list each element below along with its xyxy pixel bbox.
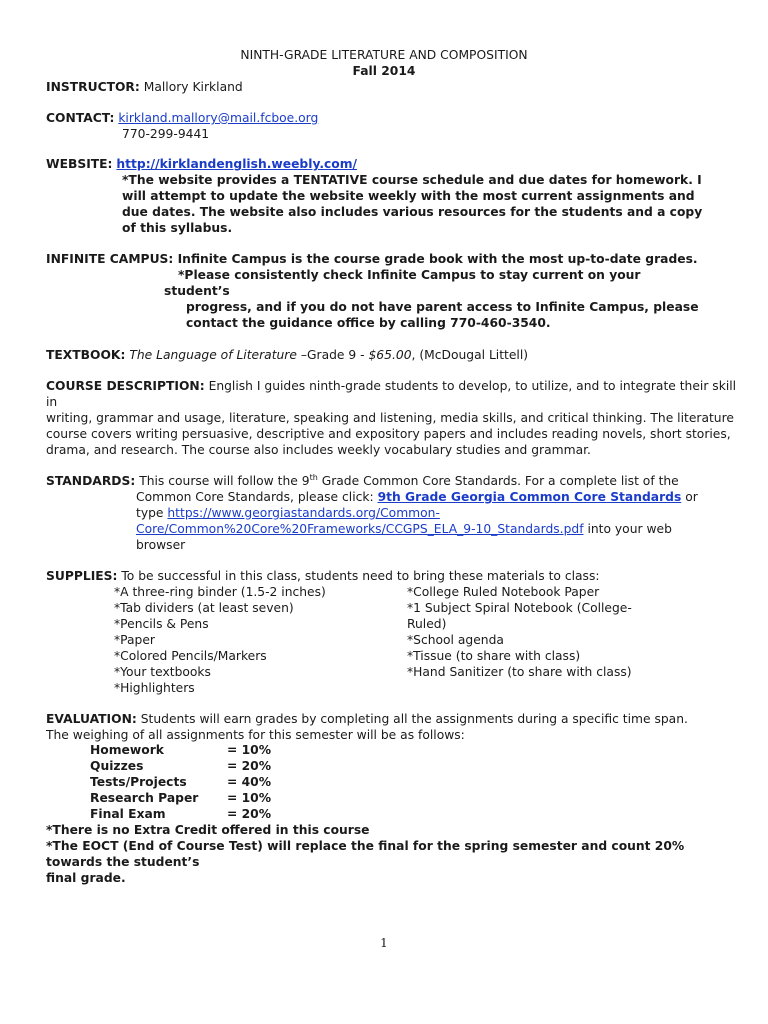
standards-text: Grade Common Core Standards. For a complete list of the [317, 474, 679, 488]
course-description-line: in [46, 395, 58, 409]
grade-weight-value: = 10% [227, 791, 272, 805]
standards-line [136, 521, 672, 537]
infinite-campus-line: contact the guidance office by calling 770-460-3540. [186, 316, 551, 330]
textbook-row [46, 347, 528, 363]
supply-item: *1 Subject Spiral Notebook (College- [407, 601, 632, 615]
textbook-publisher: , (McDougal Littell) [411, 348, 529, 362]
standards-row [46, 473, 679, 489]
grade-weight-value: = 40% [227, 775, 272, 789]
infinite-campus-line: student’s [164, 284, 230, 298]
grade-weight-name: Research Paper [90, 791, 199, 805]
standards-text: into your web [583, 522, 672, 536]
supplies-intro: To be successful in this class, students need to bring these materials to class: [121, 569, 600, 583]
grade-weight-name: Final Exam [90, 807, 166, 821]
grade-weight-name: Tests/Projects [90, 775, 187, 789]
instructor-name: Mallory Kirkland [143, 80, 243, 94]
grade-weight-name: Quizzes [90, 759, 144, 773]
website-note-line: of this syllabus. [122, 221, 233, 235]
standards-label: STANDARDS: [46, 474, 136, 488]
standards-link[interactable]: 9th Grade Georgia Common Core Standards [377, 490, 682, 504]
course-description-line: writing, grammar and usage, literature, speaking and listening, media skills, and critical thinking. The literature [46, 411, 734, 425]
website-note-line: due dates. The website also includes various resources for the students and a copy [122, 205, 703, 219]
website-row [46, 156, 357, 172]
evaluation-note: *There is no Extra Credit offered in this course [46, 823, 370, 837]
standards-text: type [136, 506, 168, 520]
course-description-row [46, 378, 736, 394]
contact-email-link[interactable]: kirkland.mallory@mail.fcboe.org [118, 111, 319, 125]
grade-weight-name: Homework [90, 743, 164, 757]
infinite-campus-line: progress, and if you do not have parent access to Infinite Campus, please [186, 300, 699, 314]
website-note-line: will attempt to update the website weekly with the most current assignments and [122, 189, 695, 203]
contact-phone: 770-299-9441 [122, 127, 210, 141]
course-description-label: COURSE DESCRIPTION: [46, 379, 205, 393]
supply-item: *Tissue (to share with class) [407, 649, 581, 663]
infinite-campus-line: INFINITE CAMPUS: Infinite Campus is the course grade book with the most up-to-date grades. [46, 252, 698, 266]
infinite-campus-line: *Please consistently check Infinite Campus to stay current on your [178, 268, 641, 282]
grade-weight-value: = 20% [227, 807, 272, 821]
supply-item: *Hand Sanitizer (to share with class) [407, 665, 632, 679]
supplies-label: SUPPLIES: [46, 569, 118, 583]
instructor-label: INSTRUCTOR: [46, 80, 140, 94]
website-link[interactable]: http://kirklandenglish.weebly.com/ [116, 157, 358, 171]
textbook-title: The Language of Literature [129, 348, 297, 362]
page-number: 1 [380, 936, 388, 950]
standards-text: Common Core Standards, please click: [136, 490, 378, 504]
supply-item: *Tab dividers (at least seven) [114, 601, 294, 615]
document-term: Fall 2014 [352, 64, 416, 78]
grade-weight-value: = 20% [227, 759, 272, 773]
instructor-row [46, 79, 243, 95]
supply-item: *A three-ring binder (1.5-2 inches) [114, 585, 326, 599]
supplies-row [46, 568, 600, 584]
supply-item: *Paper [114, 633, 155, 647]
course-description-line: course covers writing persuasive, descriptive and expository papers and includes reading novels, short stories, [46, 427, 731, 441]
supply-item: *Highlighters [114, 681, 195, 695]
supply-item: *School agenda [407, 633, 504, 647]
textbook-label: TEXTBOOK: [46, 348, 126, 362]
evaluation-note: final grade. [46, 871, 126, 885]
document-title: NINTH-GRADE LITERATURE AND COMPOSITION [240, 48, 528, 62]
standards-line [136, 489, 698, 505]
standards-superscript: th [309, 472, 318, 482]
contact-row [46, 110, 318, 126]
textbook-price: $65.00 [368, 348, 412, 362]
standards-url-link[interactable]: https://www.georgiastandards.org/Common- [167, 506, 440, 520]
supply-item: *College Ruled Notebook Paper [407, 585, 600, 599]
supply-item: Ruled) [407, 617, 447, 631]
evaluation-row [46, 711, 688, 727]
supply-item: *Colored Pencils/Markers [114, 649, 267, 663]
course-description-text: English I guides ninth-grade students to develop, to utilize, and to integrate their skill [208, 379, 737, 393]
evaluation-text: Students will earn grades by completing all the assignments during a specific time span. [140, 712, 688, 726]
website-note-line: *The website provides a TENTATIVE course schedule and due dates for homework. I [122, 173, 702, 187]
grade-weight-value: = 10% [227, 743, 272, 757]
evaluation-note: towards the student’s [46, 855, 200, 869]
standards-text: This course will follow the 9 [139, 474, 310, 488]
supply-item: *Your textbooks [114, 665, 211, 679]
contact-label: CONTACT: [46, 111, 115, 125]
evaluation-label: EVALUATION: [46, 712, 137, 726]
evaluation-line: The weighing of all assignments for this semester will be as follows: [46, 728, 465, 742]
website-label: WEBSITE: [46, 157, 113, 171]
textbook-grade: –Grade 9 - [296, 348, 369, 362]
evaluation-note: *The EOCT (End of Course Test) will replace the final for the spring semester and count 20% [46, 839, 685, 853]
standards-line: browser [136, 538, 186, 552]
standards-url-link[interactable]: Core/Common%20Core%20Frameworks/CCGPS_ELA_9-10_Standards.pdf [136, 522, 584, 536]
supply-item: *Pencils & Pens [114, 617, 209, 631]
course-description-line: drama, and research. The course also includes weekly vocabulary studies and grammar. [46, 443, 591, 457]
standards-line [136, 505, 440, 521]
standards-text: or [681, 490, 698, 504]
